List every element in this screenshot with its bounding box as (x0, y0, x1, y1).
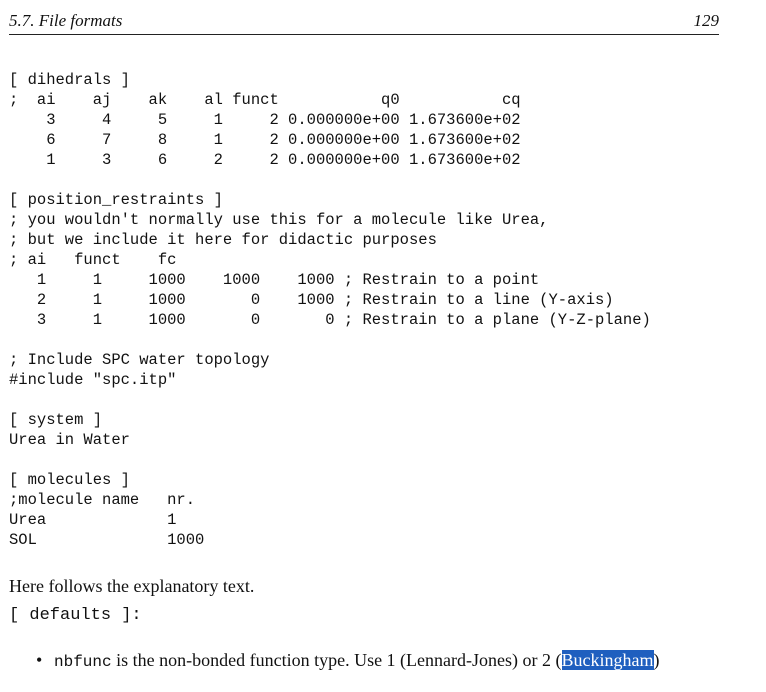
section-title: 5.7. File formats (9, 11, 123, 30)
code-line: [ dihedrals ] (9, 71, 130, 89)
code-line: 6 7 8 1 2 0.000000e+00 1.673600e+02 (9, 131, 521, 149)
bullet-icon: • (36, 650, 43, 670)
code-line: #include "spc.itp" (9, 371, 177, 389)
page-number: 129 (693, 11, 719, 30)
code-line: [ position_restraints ] (9, 191, 223, 209)
code-line: ; Include SPC water topology (9, 351, 270, 369)
code-line: 3 4 5 1 2 0.000000e+00 1.673600e+02 (9, 111, 521, 129)
code-line: 2 1 1000 0 1000 ; Restrain to a line (Y-axis) (9, 291, 614, 309)
nbfunc-description: is the non-bonded function type. Use 1 (Lennard-Jones) or 2 ( (111, 650, 562, 670)
nbfunc-bullet (36, 650, 660, 671)
code-line: [ molecules ] (9, 471, 130, 489)
code-line (9, 330, 651, 350)
code-line: 1 3 6 2 2 0.000000e+00 1.673600e+02 (9, 151, 521, 169)
explanatory-text: Here follows the explanatory text. (9, 576, 255, 596)
code-line: Urea 1 (9, 511, 177, 529)
code-line: ; ai aj ak al funct q0 cq (9, 91, 521, 109)
code-line: 1 1 1000 1000 1000 ; Restrain to a point (9, 271, 540, 289)
code-line: SOL 1000 (9, 531, 205, 549)
topology-code-block (9, 70, 651, 550)
code-line: ; ai funct fc (9, 251, 177, 269)
nbfunc-keyword: nbfunc (54, 653, 112, 671)
code-line: Urea in Water (9, 431, 130, 449)
page-header (9, 10, 719, 35)
code-line (9, 390, 651, 410)
code-line: 3 1 1000 0 0 ; Restrain to a plane (Y-Z-plane) (9, 311, 651, 329)
code-line (9, 170, 651, 190)
closing-paren: ) (653, 650, 660, 670)
code-line: [ system ] (9, 411, 103, 429)
code-line: ;molecule name nr. (9, 491, 196, 509)
code-line: ; you wouldn't normally use this for a molecule like Urea, (9, 211, 549, 229)
selected-text-buckingham[interactable]: Buckingham (561, 650, 654, 670)
code-line (9, 450, 651, 470)
defaults-heading: [ defaults ]: (9, 606, 142, 625)
code-line: ; but we include it here for didactic purposes (9, 231, 437, 249)
